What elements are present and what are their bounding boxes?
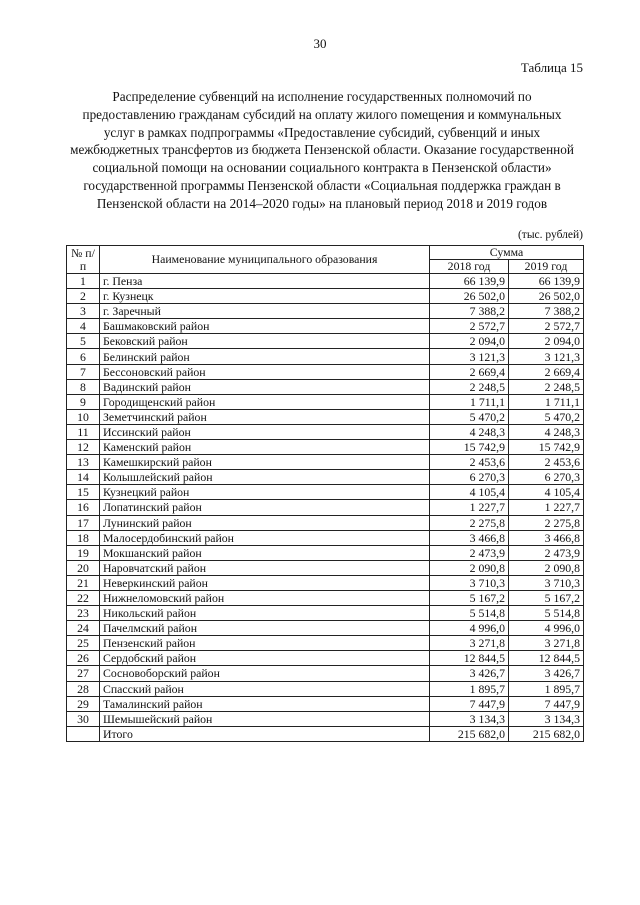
amount-2018-cell: 3 710,3 xyxy=(430,575,509,590)
table-row xyxy=(67,545,584,560)
row-number-cell: 4 xyxy=(67,319,100,334)
municipality-cell: Каменский район xyxy=(100,440,430,455)
municipality-cell: Земетчинский район xyxy=(100,409,430,424)
amount-2018-cell: 3 121,3 xyxy=(430,349,509,364)
amount-2019-cell: 2 572,7 xyxy=(509,319,584,334)
amount-2019-cell: 26 502,0 xyxy=(509,289,584,304)
header-2018: 2018 год xyxy=(430,260,509,274)
amount-2018-cell: 5 167,2 xyxy=(430,590,509,605)
table-row xyxy=(67,440,584,455)
municipality-cell: г. Заречный xyxy=(100,304,430,319)
row-number-cell: 14 xyxy=(67,470,100,485)
amount-2018-cell: 5 470,2 xyxy=(430,409,509,424)
row-number-cell: 23 xyxy=(67,606,100,621)
municipality-cell: Малосердобинский район xyxy=(100,530,430,545)
amount-2019-cell: 4 105,4 xyxy=(509,485,584,500)
amount-2018-cell: 6 270,3 xyxy=(430,470,509,485)
amount-2018-cell: 4 105,4 xyxy=(430,485,509,500)
row-number-cell: 25 xyxy=(67,636,100,651)
row-number-cell: 27 xyxy=(67,666,100,681)
table-row xyxy=(67,455,584,470)
amount-2018-cell: 2 473,9 xyxy=(430,545,509,560)
amount-2019-cell: 2 453,6 xyxy=(509,455,584,470)
municipality-cell: Камешкирский район xyxy=(100,455,430,470)
header-sum: Сумма xyxy=(430,246,584,260)
amount-2018-cell: 7 447,9 xyxy=(430,696,509,711)
table-body xyxy=(67,274,584,742)
municipality-cell: Лопатинский район xyxy=(100,500,430,515)
municipality-cell: Спасский район xyxy=(100,681,430,696)
municipality-cell: Белинский район xyxy=(100,349,430,364)
amount-2018-cell: 12 844,5 xyxy=(430,651,509,666)
amount-2019-cell: 4 248,3 xyxy=(509,424,584,439)
amount-2018-cell: 1 711,1 xyxy=(430,394,509,409)
amount-2019-cell: 3 426,7 xyxy=(509,666,584,681)
municipality-cell: Пачелмский район xyxy=(100,621,430,636)
row-number-cell: 29 xyxy=(67,696,100,711)
municipality-cell: Пензенский район xyxy=(100,636,430,651)
table-row xyxy=(67,319,584,334)
amount-2018-cell: 2 275,8 xyxy=(430,515,509,530)
table-row xyxy=(67,696,584,711)
amount-2018-cell: 1 895,7 xyxy=(430,681,509,696)
row-number-cell: 3 xyxy=(67,304,100,319)
amount-2019-cell: 2 248,5 xyxy=(509,379,584,394)
row-number-cell: 5 xyxy=(67,334,100,349)
municipality-cell: Сосновоборский район xyxy=(100,666,430,681)
row-number-cell: 13 xyxy=(67,455,100,470)
amount-2019-cell: 1 711,1 xyxy=(509,394,584,409)
amount-2019-cell: 3 271,8 xyxy=(509,636,584,651)
municipality-cell: Тамалинский район xyxy=(100,696,430,711)
amount-2018-cell: 3 271,8 xyxy=(430,636,509,651)
municipality-cell: Наровчатский район xyxy=(100,560,430,575)
amount-2018-cell: 1 227,7 xyxy=(430,500,509,515)
row-number-cell: 18 xyxy=(67,530,100,545)
municipality-cell: Лунинский район xyxy=(100,515,430,530)
table-row xyxy=(67,636,584,651)
municipality-cell: Шемышейский район xyxy=(100,711,430,726)
row-number-cell: 15 xyxy=(67,485,100,500)
row-number-cell: 2 xyxy=(67,289,100,304)
amount-2019-cell: 2 275,8 xyxy=(509,515,584,530)
amount-2019-cell: 12 844,5 xyxy=(509,651,584,666)
row-number-cell: 20 xyxy=(67,560,100,575)
row-number-cell: 19 xyxy=(67,545,100,560)
row-number-cell: 24 xyxy=(67,621,100,636)
row-number-cell: 11 xyxy=(67,424,100,439)
row-number-cell: 1 xyxy=(67,274,100,289)
amount-2019-cell: 2 473,9 xyxy=(509,545,584,560)
municipality-cell: Мокшанский район xyxy=(100,545,430,560)
amount-2018-cell: 2 090,8 xyxy=(430,560,509,575)
amount-2019-cell: 6 270,3 xyxy=(509,470,584,485)
header-municipality: Наименование муниципального образования xyxy=(100,246,430,274)
amount-2019-cell: 3 121,3 xyxy=(509,349,584,364)
table-title: Распределение субвенций на исполнение государственных полномочий по предоставлению гражданам субсидий на оплату жилого помещения и коммунальных услуг в рамках подпрограммы «Предоставление субсидий, субвенций и иных межбюджетных трансфертов из бюджета Пензенской области. Оказание государственной социальной помощи на основании социального контракта в Пензенской области» государственной программы Пензенской области «Социальная поддержка граждан в Пензенской области на 2014–2020 годы» на плановый период 2018 и 2019 годов xyxy=(70,89,574,211)
amount-2018-cell: 4 996,0 xyxy=(430,621,509,636)
table-row xyxy=(67,590,584,605)
amount-2018-cell: 7 388,2 xyxy=(430,304,509,319)
row-number-cell: 6 xyxy=(67,349,100,364)
row-number-cell: 10 xyxy=(67,409,100,424)
municipality-cell: Колышлейский район xyxy=(100,470,430,485)
table-row xyxy=(67,666,584,681)
municipality-cell: Нижнеломовский район xyxy=(100,590,430,605)
amount-2018-cell: 2 453,6 xyxy=(430,455,509,470)
amount-2018-cell: 3 466,8 xyxy=(430,530,509,545)
row-number-cell: 12 xyxy=(67,440,100,455)
amount-2018-cell: 66 139,9 xyxy=(430,274,509,289)
table-label: Таблица 15 xyxy=(520,60,583,75)
municipality-cell: Бековский район xyxy=(100,334,430,349)
table-row xyxy=(67,530,584,545)
amount-2019-cell: 7 388,2 xyxy=(509,304,584,319)
amount-2018-cell: 2 572,7 xyxy=(430,319,509,334)
row-number-cell: 9 xyxy=(67,394,100,409)
table-row xyxy=(67,334,584,349)
municipality-cell: Иссинский район xyxy=(100,424,430,439)
table-row xyxy=(67,575,584,590)
amount-2019-cell: 4 996,0 xyxy=(509,621,584,636)
municipality-cell: Неверкинский район xyxy=(100,575,430,590)
amount-2018-cell: 3 426,7 xyxy=(430,666,509,681)
amount-2019-cell: 3 710,3 xyxy=(509,575,584,590)
row-number-cell: 30 xyxy=(67,711,100,726)
table-row xyxy=(67,485,584,500)
amount-2019-cell: 15 742,9 xyxy=(509,440,584,455)
amount-2018-cell: 4 248,3 xyxy=(430,424,509,439)
row-number-cell: 28 xyxy=(67,681,100,696)
table-row xyxy=(67,500,584,515)
table-row xyxy=(67,289,584,304)
page-number: 30 xyxy=(313,36,327,51)
municipality-cell: Никольский район xyxy=(100,606,430,621)
table-row xyxy=(67,379,584,394)
amount-2019-cell: 66 139,9 xyxy=(509,274,584,289)
table-row xyxy=(67,651,584,666)
row-number-cell: 26 xyxy=(67,651,100,666)
table-row xyxy=(67,681,584,696)
table-row xyxy=(67,304,584,319)
total-2019-cell: 215 682,0 xyxy=(509,726,584,741)
row-number-cell: 22 xyxy=(67,590,100,605)
municipality-cell: Сердобский район xyxy=(100,651,430,666)
amount-2018-cell: 2 094,0 xyxy=(430,334,509,349)
header-2019: 2019 год xyxy=(509,260,584,274)
municipality-cell: г. Пенза xyxy=(100,274,430,289)
table-row xyxy=(67,621,584,636)
table-row xyxy=(67,606,584,621)
amount-2018-cell: 2 669,4 xyxy=(430,364,509,379)
subvention-table xyxy=(66,245,584,742)
amount-2019-cell: 2 669,4 xyxy=(509,364,584,379)
table-row xyxy=(67,470,584,485)
table-row xyxy=(67,364,584,379)
municipality-cell: Бессоновский район xyxy=(100,364,430,379)
header-number-label: № п/п xyxy=(71,245,95,273)
table-row xyxy=(67,274,584,289)
municipality-cell: Кузнецкий район xyxy=(100,485,430,500)
amount-2019-cell: 5 514,8 xyxy=(509,606,584,621)
municipality-cell: г. Кузнецк xyxy=(100,289,430,304)
table-row xyxy=(67,424,584,439)
table-row xyxy=(67,349,584,364)
table-row xyxy=(67,515,584,530)
row-number-cell: 17 xyxy=(67,515,100,530)
amount-2019-cell: 3 134,3 xyxy=(509,711,584,726)
amount-2018-cell: 5 514,8 xyxy=(430,606,509,621)
row-number-cell: 16 xyxy=(67,500,100,515)
table-row xyxy=(67,560,584,575)
municipality-cell: Башмаковский район xyxy=(100,319,430,334)
row-number-cell: 8 xyxy=(67,379,100,394)
amount-2019-cell: 5 167,2 xyxy=(509,590,584,605)
table-row xyxy=(67,711,584,726)
municipality-cell: Вадинский район xyxy=(100,379,430,394)
table-row xyxy=(67,394,584,409)
units-note: (тыс. рублей) xyxy=(517,229,583,241)
amount-2019-cell: 7 447,9 xyxy=(509,696,584,711)
total-row xyxy=(67,726,584,741)
total-label-cell: Итого xyxy=(100,726,430,741)
amount-2018-cell: 3 134,3 xyxy=(430,711,509,726)
amount-2018-cell: 2 248,5 xyxy=(430,379,509,394)
municipality-cell: Городищенский район xyxy=(100,394,430,409)
amount-2019-cell: 3 466,8 xyxy=(509,530,584,545)
amount-2019-cell: 1 227,7 xyxy=(509,500,584,515)
table-row xyxy=(67,409,584,424)
amount-2019-cell: 2 094,0 xyxy=(509,334,584,349)
amount-2019-cell: 2 090,8 xyxy=(509,560,584,575)
amount-2018-cell: 26 502,0 xyxy=(430,289,509,304)
amount-2018-cell: 15 742,9 xyxy=(430,440,509,455)
row-number-cell: 7 xyxy=(67,364,100,379)
header-number xyxy=(67,246,100,274)
amount-2019-cell: 5 470,2 xyxy=(509,409,584,424)
total-2018-cell: 215 682,0 xyxy=(430,726,509,741)
row-number-cell: 21 xyxy=(67,575,100,590)
total-empty-cell xyxy=(67,726,100,741)
amount-2019-cell: 1 895,7 xyxy=(509,681,584,696)
